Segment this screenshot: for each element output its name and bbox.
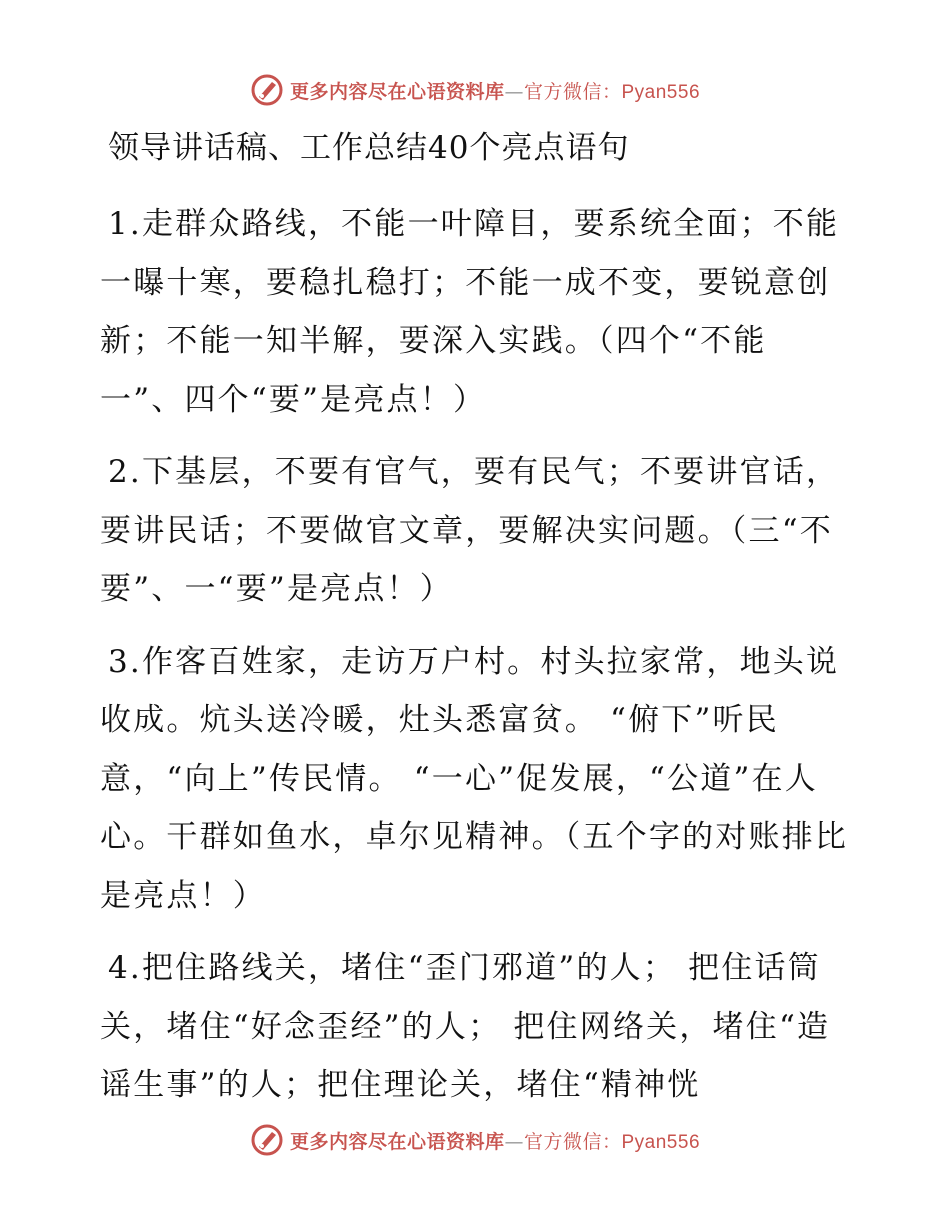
footer-banner [0,1120,950,1160]
document-title: 领导讲话稿、工作总结40个亮点语句 [108,130,630,166]
paragraph-2: 2.下基层，不要有官气，要有民气；不要讲官话，要讲民话；不要做官文章，要解决实问题。（三“不要”、一“要”是亮点！） [100,454,840,607]
banner-wechat-label: 官方微信： [523,1130,622,1153]
banner-separator: — [504,80,524,103]
paragraph-4: 4.把住路线关，堵住“歪门邪道”的人； 把住话筒关，堵住“好念歪经”的人； 把住网络关，堵住“造谣生事”的人；把住理论关，堵住“精神恍 [100,950,831,1103]
header-banner [0,70,950,110]
banner-wechat-id: Pyan556 [621,1131,701,1153]
banner-wechat-id: Pyan556 [621,81,701,103]
paragraph-3: 3.作客百姓家，走访万户村。村头拉家常，地头说收成。炕头送冷暖，灶头悉富贫。 “俯下”听民意，“向上”传民情。 “一心”促发展，“公道”在人心。干群如鱼水，卓尔见精神。（五个字的对账排比是亮点！） [100,643,849,914]
pen-circle-logo [250,1123,284,1157]
banner-wechat-label: 官方微信： [523,80,622,103]
banner-main-text: 更多内容尽在心语资料库 [289,80,505,103]
banner-main-text: 更多内容尽在心语资料库 [289,1130,505,1153]
banner-separator: — [504,1130,524,1153]
paragraph-1: 1.走群众路线，不能一叶障目，要系统全面；不能一曝十寒，要稳扎稳打；不能一成不变，要锐意创新；不能一知半解，要深入实践。（四个“不能一”、四个“要”是亮点！） [100,206,840,418]
banner-text [290,1127,700,1154]
banner-text [290,77,700,104]
pen-circle-logo [250,73,284,107]
document-body [100,195,850,1129]
